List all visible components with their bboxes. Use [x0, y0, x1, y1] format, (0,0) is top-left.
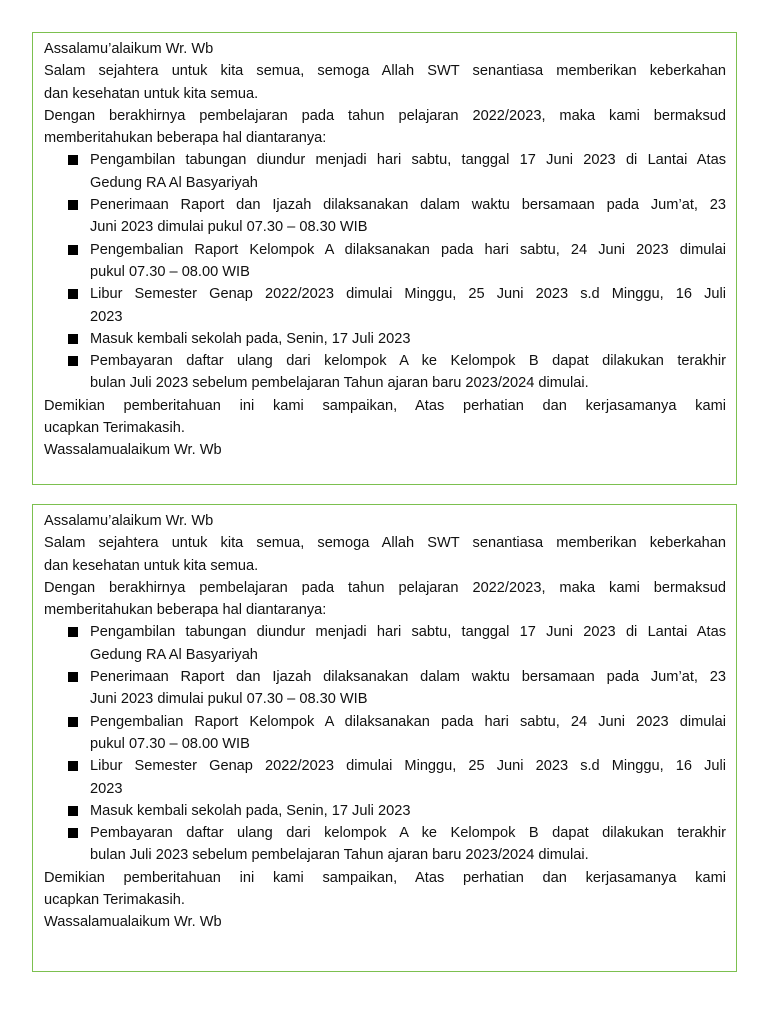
list-item [90, 800, 726, 822]
announcement-list [44, 149, 726, 394]
intro-line-1: Salam sejahtera untuk kita semua, semoga Allah SWT senantiasa memberikan keberkahan [44, 63, 726, 80]
announcement-list [44, 621, 726, 866]
list-item-line-1: Pengembalian Raport Kelompok A dilaksanakan pada hari sabtu, 24 Juni 2023 dimulai [90, 713, 726, 730]
list-item-line-1: Penerimaan Raport dan Ijazah dilaksanakan dalam waktu bersamaan pada Jum’at, 23 [90, 669, 726, 686]
square-bullet-icon [68, 672, 78, 682]
square-bullet-icon [68, 828, 78, 838]
intro-line-2: dan kesehatan untuk kita semua. [44, 85, 259, 102]
lead-line-1: Dengan berakhirnya pembelajaran pada tahun pelajaran 2022/2023, maka kami bermaksud [44, 579, 726, 596]
farewell: Wassalamualaikum Wr. Wb [44, 442, 222, 459]
closing-line-1: Demikian pemberitahuan ini kami sampaikan, Atas perhatian dan kerjasamanya kami [44, 869, 726, 886]
list-item-line-1: Masuk kembali sekolah pada, Senin, 17 Juli 2023 [90, 802, 411, 819]
square-bullet-icon [68, 761, 78, 771]
list-item [90, 711, 726, 756]
farewell: Wassalamualaikum Wr. Wb [44, 914, 222, 931]
closing-line-2: ucapkan Terimakasih. [44, 892, 185, 909]
list-item [90, 666, 726, 711]
closing-line-1: Demikian pemberitahuan ini kami sampaikan, Atas perhatian dan kerjasamanya kami [44, 397, 726, 414]
lead-line-2: memberitahukan beberapa hal diantaranya: [44, 130, 327, 147]
list-item-line-1: Pengambilan tabungan diundur menjadi hari sabtu, tanggal 17 Juni 2023 di Lantai Atas [90, 152, 726, 169]
list-item-line-2: 2023 [90, 308, 123, 325]
square-bullet-icon [68, 334, 78, 344]
lead-line-1: Dengan berakhirnya pembelajaran pada tahun pelajaran 2022/2023, maka kami bermaksud [44, 107, 726, 124]
greeting: Assalamu’alaikum Wr. Wb [44, 41, 214, 57]
list-item-line-1: Pengambilan tabungan diundur menjadi hari sabtu, tanggal 17 Juni 2023 di Lantai Atas [90, 624, 726, 641]
list-item-line-2: bulan Juli 2023 sebelum pembelajaran Tahun ajaran baru 2023/2024 dimulai. [90, 847, 589, 864]
square-bullet-icon [68, 717, 78, 727]
square-bullet-icon [68, 289, 78, 299]
list-item [90, 350, 726, 395]
list-item-line-2: Gedung RA Al Basyariyah [90, 174, 258, 191]
list-item-line-2: bulan Juli 2023 sebelum pembelajaran Tahun ajaran baru 2023/2024 dimulai. [90, 375, 589, 392]
list-item [90, 328, 726, 350]
list-item-line-1: Pembayaran daftar ulang dari kelompok A ke Kelompok B dapat dilakukan terakhir [90, 353, 726, 370]
list-item-line-1: Penerimaan Raport dan Ijazah dilaksanakan dalam waktu bersamaan pada Jum’at, 23 [90, 197, 726, 214]
list-item-line-1: Libur Semester Genap 2022/2023 dimulai Minggu, 25 Juni 2023 s.d Minggu, 16 Juli [90, 286, 726, 303]
list-item-line-2: Juni 2023 dimulai pukul 07.30 – 08.30 WIB [90, 219, 368, 236]
lead-line-2: memberitahukan beberapa hal diantaranya: [44, 602, 327, 619]
list-item-line-2: pukul 07.30 – 08.00 WIB [90, 263, 250, 280]
closing-line-2: ucapkan Terimakasih. [44, 420, 185, 437]
list-item [90, 149, 726, 194]
announcement-box-1 [32, 32, 737, 485]
square-bullet-icon [68, 155, 78, 165]
list-item-line-2: 2023 [90, 780, 123, 797]
square-bullet-icon [68, 200, 78, 210]
intro-line-1: Salam sejahtera untuk kita semua, semoga Allah SWT senantiasa memberikan keberkahan [44, 535, 726, 552]
list-item-line-1: Masuk kembali sekolah pada, Senin, 17 Juli 2023 [90, 330, 411, 347]
list-item-line-2: Gedung RA Al Basyariyah [90, 646, 258, 663]
list-item [90, 755, 726, 800]
list-item-line-2: Juni 2023 dimulai pukul 07.30 – 08.30 WIB [90, 691, 368, 708]
list-item-line-1: Pengembalian Raport Kelompok A dilaksanakan pada hari sabtu, 24 Juni 2023 dimulai [90, 241, 726, 258]
list-item [90, 194, 726, 239]
square-bullet-icon [68, 627, 78, 637]
list-item [90, 822, 726, 867]
list-item [90, 239, 726, 284]
list-item-line-2: pukul 07.30 – 08.00 WIB [90, 735, 250, 752]
list-item-line-1: Libur Semester Genap 2022/2023 dimulai Minggu, 25 Juni 2023 s.d Minggu, 16 Juli [90, 758, 726, 775]
intro-line-2: dan kesehatan untuk kita semua. [44, 557, 259, 574]
square-bullet-icon [68, 245, 78, 255]
list-item [90, 283, 726, 328]
list-item [90, 621, 726, 666]
greeting: Assalamu’alaikum Wr. Wb [44, 513, 214, 529]
list-item-line-1: Pembayaran daftar ulang dari kelompok A ke Kelompok B dapat dilakukan terakhir [90, 825, 726, 842]
square-bullet-icon [68, 806, 78, 816]
square-bullet-icon [68, 356, 78, 366]
announcement-box-2 [32, 504, 737, 972]
